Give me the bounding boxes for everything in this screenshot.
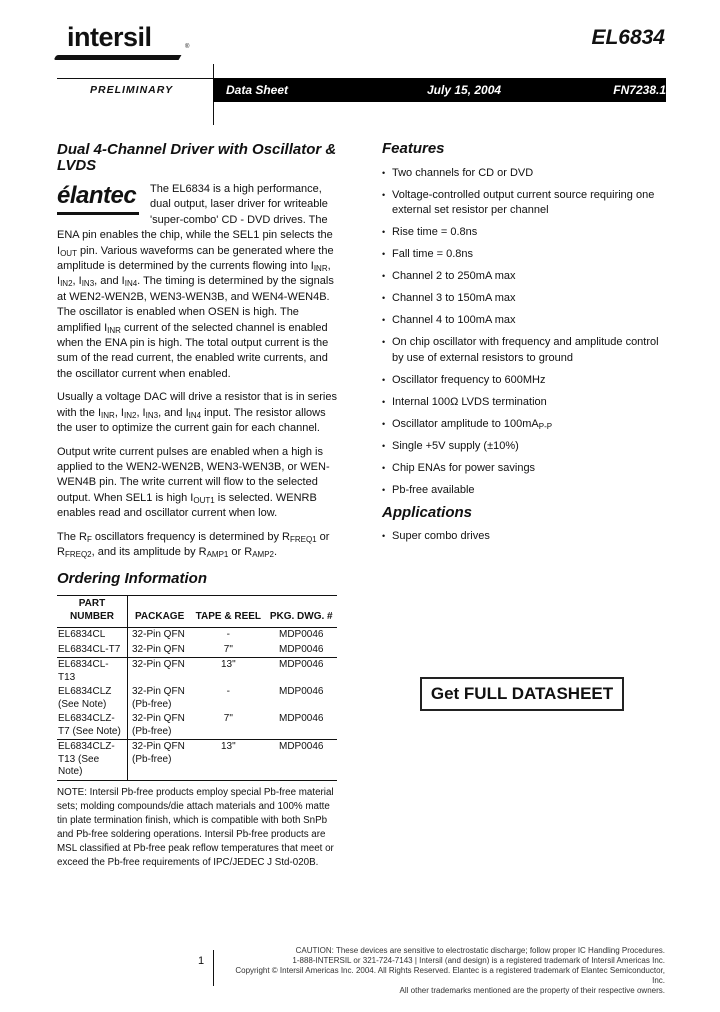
- text-run: Channel 3 to 150mA max: [392, 292, 516, 305]
- text-run: Channel 4 to 100mA max: [392, 314, 516, 327]
- features-section: [382, 140, 672, 551]
- col-header: PART NUMBER: [57, 596, 128, 628]
- text-run: Rise time = 0.8ns: [392, 226, 478, 239]
- status-label: PRELIMINARY: [90, 84, 174, 96]
- divider: [57, 78, 213, 79]
- feature-item: [382, 291, 672, 306]
- text-run: The R: [57, 530, 87, 543]
- cell-tape-reel: -: [226, 686, 231, 698]
- subscript: INR: [101, 410, 115, 420]
- text-run: Oscillator amplitude to 100mA: [392, 417, 539, 430]
- text-run: Output write current pulses are enabled when a high is applied to the WEN2-WEN2B, WEN3-WEN3B, or WEN-WEN4B pin. The write current will flow to the selected output. When SEL1 is high I: [57, 445, 330, 504]
- cell-pkg-dwg: MDP0046: [265, 628, 337, 643]
- text-run: or R: [57, 530, 330, 558]
- cell-package: 32-Pin QFN (Pb-free): [128, 740, 192, 781]
- subscript: IN2: [123, 410, 137, 420]
- elantec-underline: [57, 212, 139, 215]
- text-run: , and I: [94, 275, 125, 288]
- subscript: IN4: [188, 410, 202, 420]
- subscript: OUT1: [193, 495, 215, 505]
- subscript: IN2: [60, 279, 73, 289]
- col-header: PACKAGE: [128, 596, 192, 628]
- logo-text: intersil: [67, 22, 152, 52]
- text-run: Oscillator frequency to 600MHz: [392, 373, 546, 386]
- cell-tape-reel: 13": [191, 740, 265, 781]
- text-run: , I: [136, 406, 146, 419]
- subscript: FREQ1: [289, 534, 317, 544]
- cell-tape-reel: -: [191, 628, 265, 643]
- text-run: Chip ENAs for power savings: [392, 461, 536, 474]
- cell-part: EL6834CL: [57, 628, 128, 643]
- text-run: Internal 100Ω LVDS termination: [392, 395, 547, 408]
- left-column: [57, 142, 339, 870]
- text-run: Super combo drives: [392, 529, 490, 542]
- text-run: The EL6834 is a high performance, dual output, laser driver for writeable 'super-combo' CD - DVD drives. The ENA pin enables the chip, while the SEL1 pin selects the I: [57, 183, 333, 257]
- subscript: F: [86, 534, 92, 544]
- text-run: , I: [114, 406, 124, 419]
- cell-package: 32-Pin QFN: [128, 658, 192, 686]
- feature-item: [382, 395, 672, 410]
- get-full-datasheet-button[interactable]: Get FULL DATASHEET: [420, 677, 624, 711]
- description-paragraph: [57, 530, 339, 561]
- ordering-table: [57, 595, 337, 781]
- text-run: , I: [72, 275, 82, 288]
- part-number: EL6834: [591, 26, 665, 49]
- text-run: pin. Various waveforms can be generated where the amplitude is determined by the currents flowing into I: [57, 244, 334, 273]
- subscript: IN4: [124, 279, 138, 289]
- feature-item: [382, 417, 672, 432]
- cell-package: 32-Pin QFN (Pb-free): [132, 686, 185, 710]
- text-run: .: [274, 545, 278, 558]
- text-run: oscillators frequency is determined by R: [91, 530, 290, 543]
- feature-item: [382, 335, 672, 366]
- text-run: , and I: [158, 406, 189, 419]
- table-row: [57, 685, 337, 712]
- features-list: [382, 166, 672, 498]
- cell-package: 32-Pin QFN: [128, 628, 192, 643]
- cell-part: EL6834CLZ (See Note): [57, 685, 128, 712]
- table-row: [57, 643, 337, 658]
- table-row: [57, 658, 337, 686]
- text-run: Single +5V supply (±10%): [392, 439, 519, 452]
- table-row: [57, 740, 337, 781]
- feature-item: [382, 483, 672, 498]
- text-run: is selected. WENRB enables read and oscillator current when low.: [57, 491, 317, 520]
- subscript: AMP1: [206, 549, 229, 559]
- elantec-logo-text: élantec: [57, 182, 137, 209]
- description-paragraph: [57, 390, 339, 436]
- text-run: Voltage-controlled output current source requiring one external set resistor per channel: [392, 189, 655, 217]
- text-run: current of the selected channel is enabled when the ENA pin is high. The total output current is the sum of the read current, the enabled write currents, and the oscillator current when enabled.: [57, 321, 329, 380]
- registered-mark: ®: [185, 44, 190, 50]
- cell-tape-reel: 7": [223, 713, 233, 725]
- cell-package: 32-Pin QFN: [132, 643, 185, 655]
- cell-part: EL6834CL-T13: [57, 658, 128, 686]
- cell-pkg-dwg: MDP0046: [278, 713, 324, 725]
- page-number: 1: [198, 955, 205, 967]
- ordering-heading: Ordering Information: [57, 570, 207, 588]
- header-bar: [213, 78, 666, 102]
- cell-part: EL6834CL-T7: [57, 643, 128, 658]
- subscript: IN3: [81, 279, 95, 289]
- doc-number: FN7238.1: [613, 83, 666, 97]
- cell-pkg-dwg: MDP0046: [278, 643, 324, 655]
- cell-part: EL6834CLZ-T13 (See Note): [57, 740, 128, 781]
- text-run: Two channels for CD or DVD: [392, 167, 534, 179]
- intersil-logo: [55, 22, 195, 62]
- text-run: or R: [228, 545, 253, 558]
- elantec-logo: [57, 182, 150, 228]
- footer-legal: [222, 946, 665, 996]
- feature-item: [382, 313, 672, 328]
- text-run: . The timing is determined by the signals at WEN2-WEN2B, WEN3-WEN3B, and WEN4-WEN4B. The oscillator is enabled when OSEN is high. The amplified I: [57, 275, 334, 334]
- text-run: On chip oscillator with frequency and amplitude control by use of external resistors to ground: [392, 336, 659, 364]
- footer-line: All other trademarks mentioned are the property of their respective owners.: [399, 986, 665, 995]
- text-run: Channel 2 to 250mA max: [392, 270, 516, 283]
- subscript: INR: [313, 264, 328, 274]
- subscript: AMP2: [252, 549, 275, 559]
- table-row: [57, 712, 337, 740]
- cell-part: EL6834CLZ-T7 (See Note): [57, 712, 128, 740]
- text-run: Fall time = 0.8ns: [392, 248, 474, 261]
- cell-package: 32-Pin QFN (Pb-free): [132, 713, 185, 737]
- subscript: IN3: [145, 410, 159, 420]
- logo-swoosh: [54, 55, 182, 60]
- description-paragraph: [57, 445, 339, 522]
- cell-pkg-dwg: MDP0046: [265, 740, 337, 781]
- divider: [213, 950, 214, 986]
- doc-type: Data Sheet: [226, 83, 289, 97]
- description-paragraph: [57, 182, 339, 382]
- col-header: PKG. DWG. #: [265, 596, 337, 628]
- feature-item: [382, 461, 672, 476]
- subscript: P-P: [538, 421, 553, 431]
- cell-pkg-dwg: MDP0046: [265, 658, 337, 686]
- text-run: input. The resistor allows the user to optimize the current gain for each channel.: [57, 406, 326, 435]
- applications-heading: Applications: [382, 503, 473, 521]
- features-heading: Features: [382, 140, 445, 157]
- cell-pkg-dwg: MDP0046: [278, 686, 324, 698]
- feature-item: [382, 373, 672, 388]
- text-run: , and its amplitude by R: [91, 545, 207, 558]
- cell-tape-reel: 13": [191, 658, 265, 686]
- table-row: [57, 628, 337, 643]
- ordering-note: NOTE: Intersil Pb-free products employ special Pb-free material sets; molding compounds/die attach materials and 100% matte tin plate termination finish, which is compatible with both SnPb and Pb-free soldering operations. Intersil Pb-free products are MSL classified at Pb-free peak reflow temperatures that meet or exceed the Pb-free requirements of IPC/JEDEC J Std-020B.: [57, 786, 334, 868]
- text-run: Usually a voltage DAC will drive a resistor that is in series with the I: [57, 391, 337, 419]
- footer-line: Copyright © Intersil Americas Inc. 2004. All Rights Reserved. Elantec is a registered trademark of Elantec Semiconductor, Inc.: [235, 966, 665, 985]
- feature-item: [382, 188, 672, 219]
- subscript: OUT: [60, 248, 77, 258]
- feature-item: [382, 269, 672, 284]
- text-run: , I: [57, 260, 331, 288]
- feature-item: [382, 166, 672, 181]
- feature-item: [382, 247, 672, 262]
- col-header: TAPE & REEL: [191, 596, 265, 628]
- applications-list: [382, 529, 672, 544]
- cell-tape-reel: 7": [223, 643, 233, 655]
- doc-date: July 15, 2004: [427, 83, 502, 97]
- footer-line: CAUTION: These devices are sensitive to electrostatic discharge; follow proper IC Handling Procedures.: [295, 946, 665, 955]
- subscript: INR: [107, 325, 121, 335]
- application-item: [382, 529, 672, 544]
- footer-line: 1-888-INTERSIL or 321-724-7143 | Intersil (and design) is a registered trademark of Intersil Americas Inc.: [292, 956, 665, 965]
- text-run: Pb-free available: [392, 483, 475, 496]
- document-title: Dual 4-Channel Driver with Oscillator & LVDS: [57, 141, 337, 174]
- feature-item: [382, 225, 672, 240]
- feature-item: [382, 439, 672, 454]
- subscript: FREQ2: [64, 549, 92, 559]
